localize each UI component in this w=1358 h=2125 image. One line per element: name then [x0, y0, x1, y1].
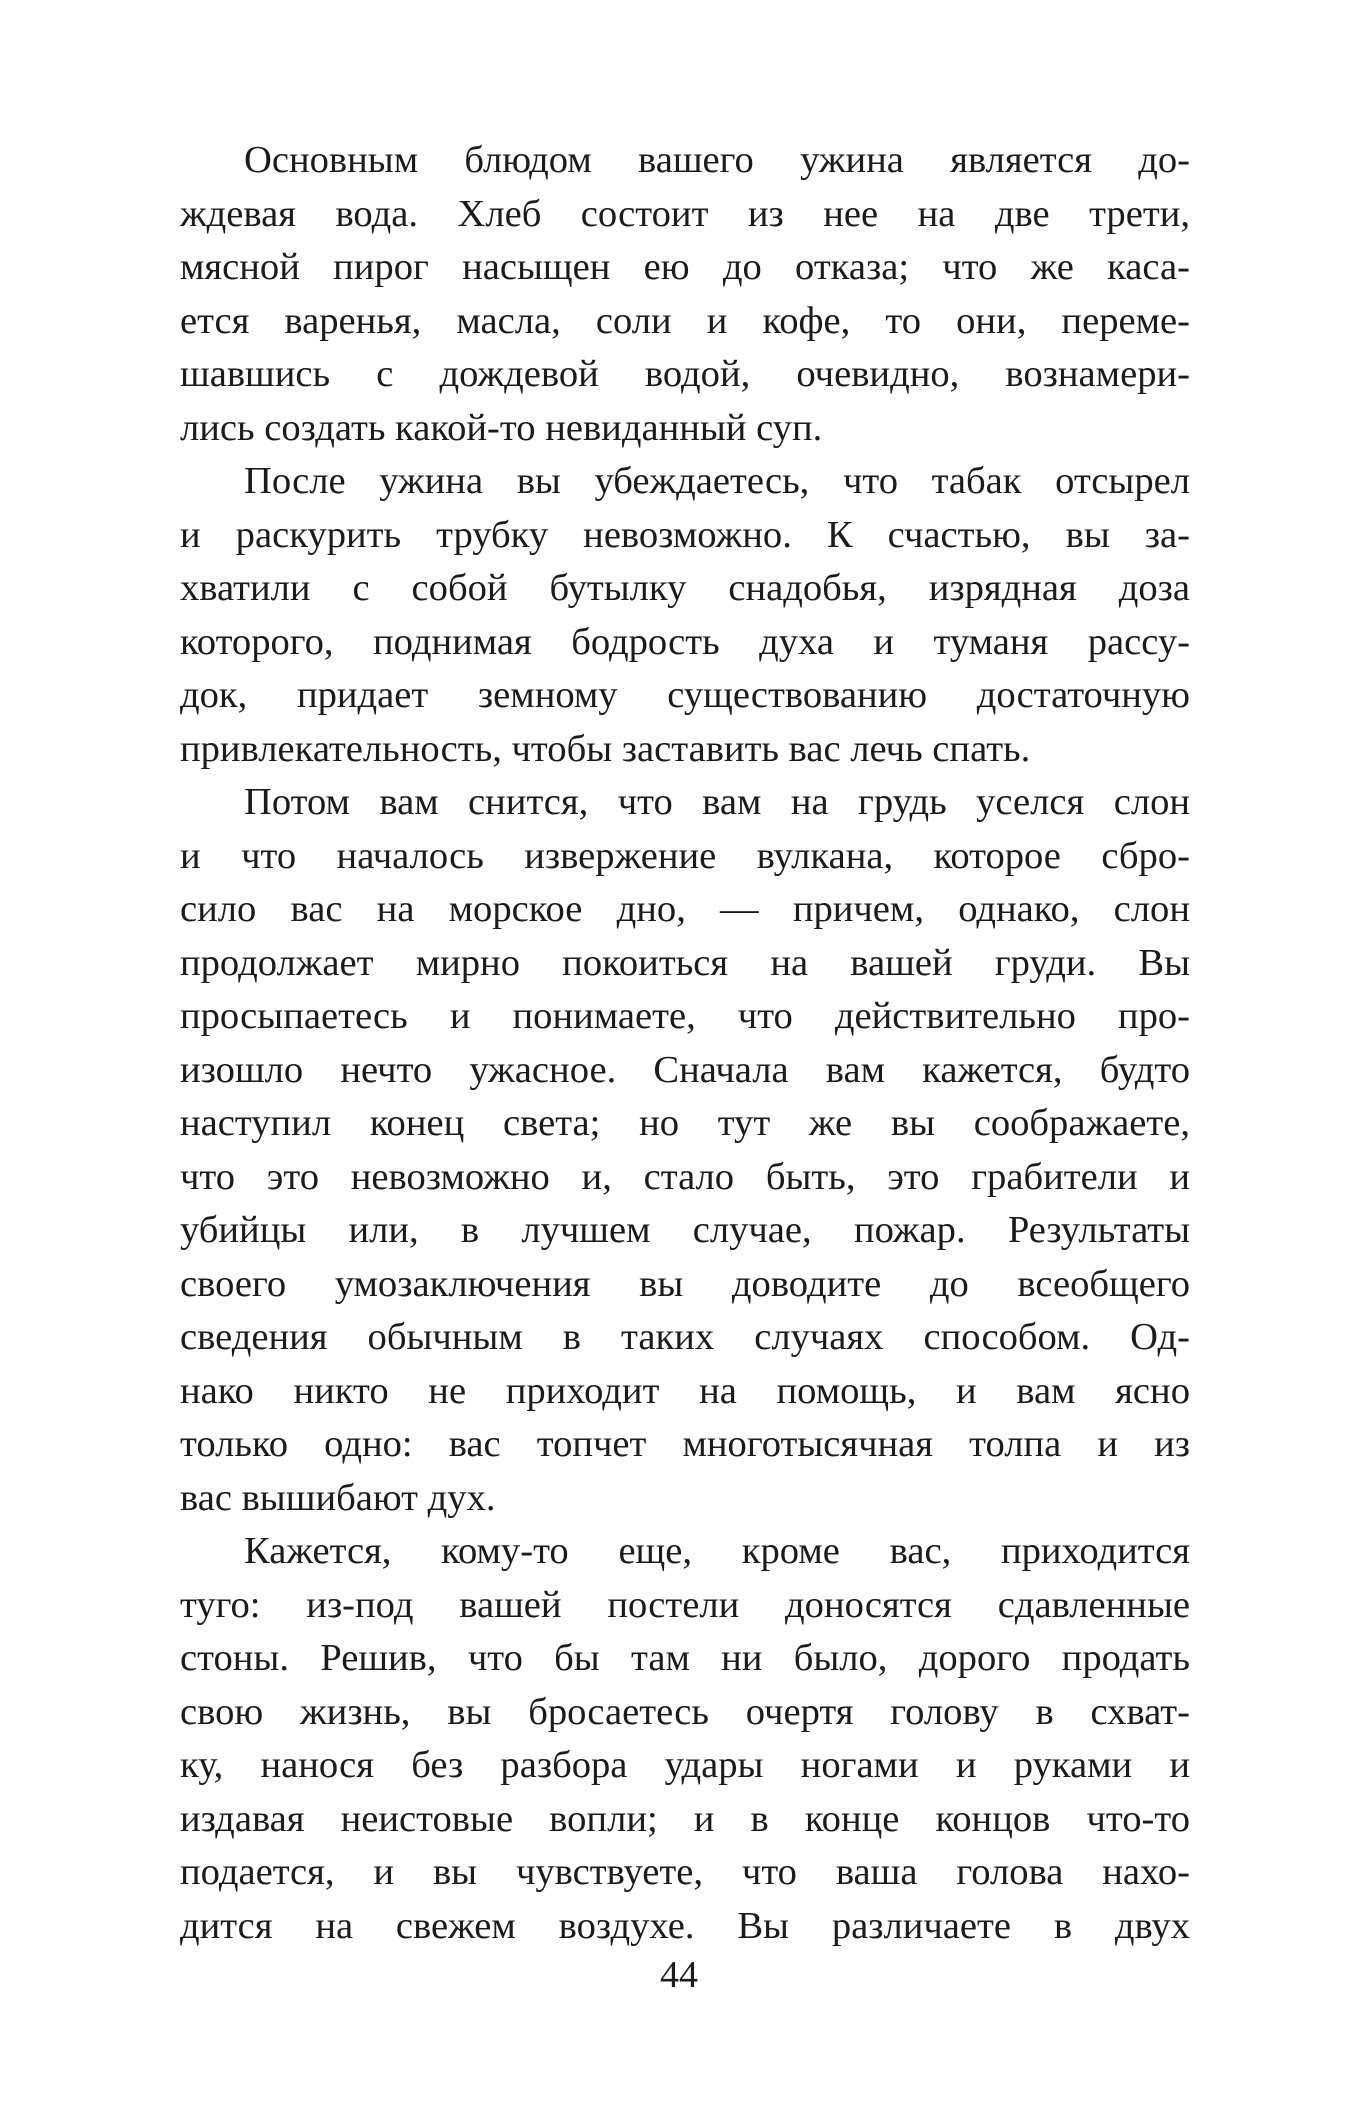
text-line: док, придает земному существованию достаточную	[180, 674, 1190, 716]
text-line: Потом вам снится, что вам на грудь уселся слон	[244, 781, 1190, 823]
text-line: ется варенья, масла, соли и кофе, то они, переме-	[180, 299, 1190, 342]
paragraph	[180, 455, 1190, 776]
text-line: издавая неистовые вопли; и в конце концов что-то	[180, 1797, 1190, 1840]
text-line: туго: из-под вашей постели доносятся сдавленные	[180, 1583, 1190, 1626]
text-line: наступил конец света; но тут же вы соображаете,	[180, 1102, 1190, 1144]
text-line: После ужина вы убеждаетесь, что табак отсырел	[244, 460, 1190, 502]
text-line: дится на свежем воздухе. Вы различаете в двух	[180, 1904, 1190, 1947]
text-line: Кажется, кому-то еще, кроме вас, приходится	[244, 1530, 1190, 1572]
book-page-text	[180, 134, 1190, 1953]
text-line: мясной пирог насыщен ею до отказа; что же каса-	[180, 246, 1190, 288]
text-line: шавшись с дождевой водой, очевидно, вознамери-	[180, 353, 1190, 395]
text-line: изошло нечто ужасное. Сначала вам кажется, будто	[180, 1048, 1190, 1091]
page-number: 44	[660, 1954, 698, 1996]
paragraph	[180, 134, 1190, 455]
text-line: убийцы или, в лучшем случае, пожар. Результаты	[180, 1209, 1190, 1251]
text-line: вас вышибают дух.	[180, 1476, 496, 1519]
text-line: продолжает мирно покоиться на вашей груди. Вы	[180, 941, 1190, 984]
text-line: стоны. Решив, что бы там ни было, дорого продать	[180, 1637, 1190, 1679]
paragraph	[180, 776, 1190, 1525]
text-line: только одно: вас топчет многотысячная толпа и из	[180, 1423, 1190, 1465]
text-line: ку, нанося без разбора удары ногами и руками и	[180, 1744, 1190, 1786]
text-line: сведения обычным в таких случаях способом. Од-	[180, 1316, 1190, 1358]
text-line: Основным блюдом вашего ужина является до-	[244, 139, 1190, 181]
paragraph	[180, 1525, 1190, 1953]
text-line: ждевая вода. Хлеб состоит из нее на две трети,	[180, 192, 1190, 235]
text-line: просыпаетесь и понимаете, что действительно про-	[180, 995, 1190, 1037]
text-line: сило вас на морское дно, — причем, однако, слон	[180, 888, 1190, 930]
text-line: хватили с собой бутылку снадобья, изрядная доза	[180, 567, 1190, 609]
text-line: подается, и вы чувствуете, что ваша голова нахо-	[180, 1851, 1190, 1893]
text-line: свою жизнь, вы бросаетесь очертя голову в схват-	[180, 1690, 1190, 1733]
text-line: и что началось извержение вулкана, которое сбро-	[180, 834, 1190, 877]
text-line: что это невозможно и, стало быть, это грабители и	[180, 1155, 1190, 1198]
text-line: лись создать какой-то невиданный суп.	[180, 406, 823, 449]
text-line: и раскурить трубку невозможно. К счастью, вы за-	[180, 513, 1190, 556]
text-line: привлекательность, чтобы заставить вас лечь спать.	[180, 727, 1031, 770]
text-line: которого, поднимая бодрость духа и туманя рассу-	[180, 620, 1190, 663]
text-line: своего умозаключения вы доводите до всеобщего	[180, 1262, 1190, 1305]
text-line: нако никто не приходит на помощь, и вам ясно	[180, 1369, 1190, 1412]
